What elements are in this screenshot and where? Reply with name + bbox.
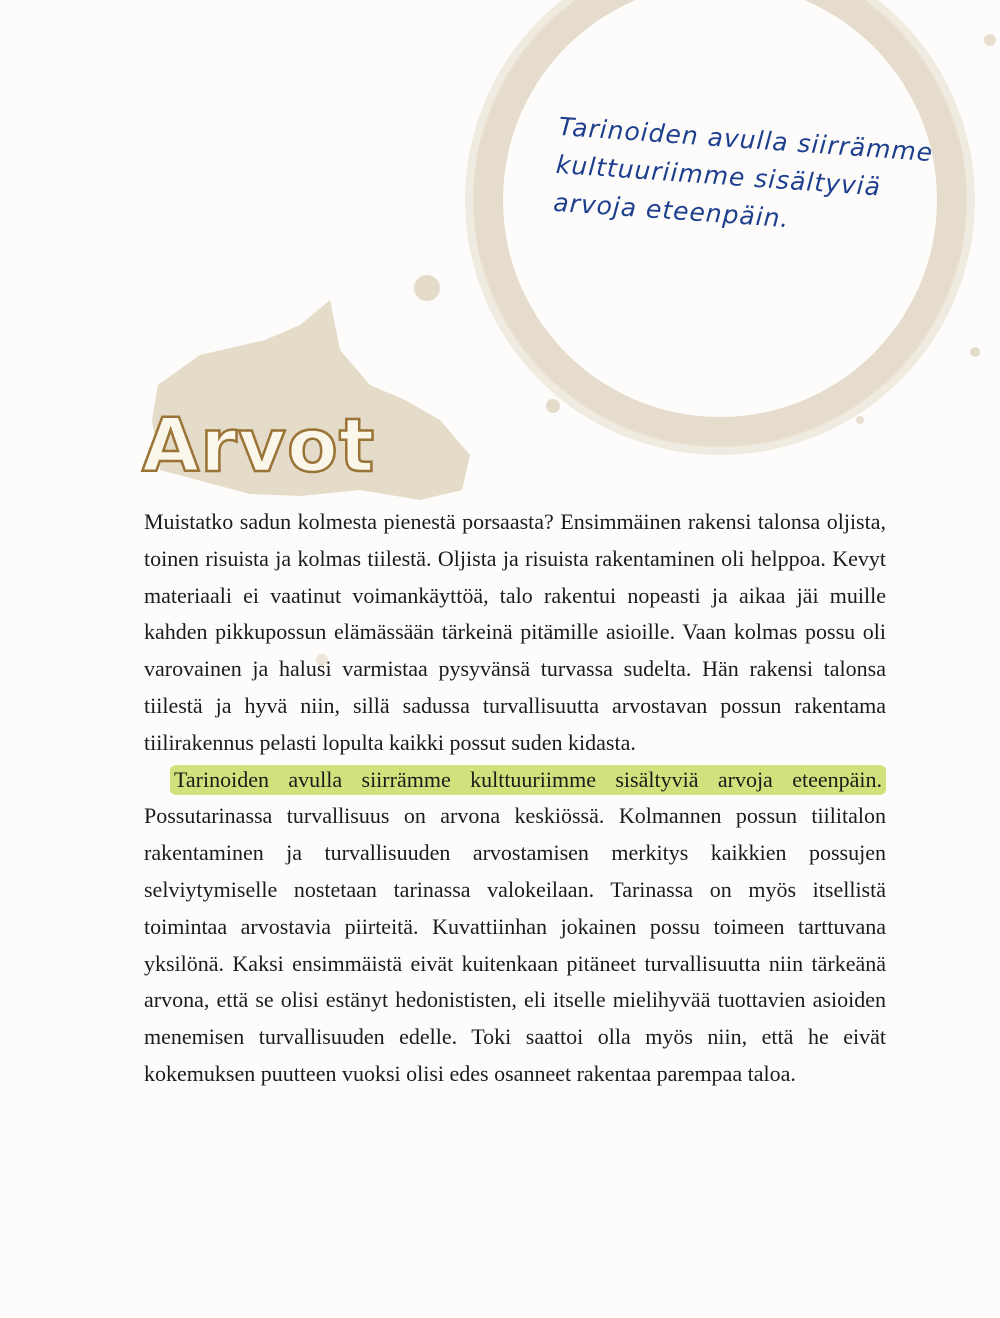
paragraph-2 (144, 762, 886, 1093)
highlighted-sentence: Tarinoiden avulla siirrämme kulttuuriimme sisältyviä arvoja eteenpäin. (170, 765, 886, 795)
paragraph-2-text: Possutarinassa turvallisuus on arvona keskiössä. Kolmannen possun tiilitalon rakentaminen ja turvallisuuden arvostamisen merkitys kaikkien possujen selviytymiselle nostetaan tarinassa valokeilaan. Tarinassa on myös itsellistä toimintaa arvostavia piirteitä. Kuvattiinhan jokainen possu toimeen tarttuvana yksilönä. Kaksi ensimmäistä eivät kuitenkaan pitäneet turvallisuutta niin tärkeänä arvona, että se olisi estänyt hedonististen, eli itselle mielihyvää tuottavien asioiden menemisen turvallisuuden edelle. Toki saattoi olla myös niin, että he eivät kokemuksen puutteen vuoksi olisi edes osanneet rakentaa parempaa taloa. (144, 803, 886, 1086)
paragraph-1: Muistatko sadun kolmesta pienestä porsaasta? Ensimmäinen rakensi talonsa oljista, toinen risuista ja kolmas tiilestä. Oljista ja risuista rakentaminen oli helppoa. Kevyt materiaali ei vaatinut voimankäyttöä, talo rakentui nopeasti ja aikaa jäi muille kahden pikkupossun elämässään tärkeinä pitämille asioille. Vaan kolmas possu oli varovainen ja halusi varmistaa pysyvänsä turvassa sudelta. Hän rakensi talonsa tiilestä ja hyvä niin, sillä sadussa turvallisuutta arvostavan possun rakentama tiilirakennus pelasti lopulta kaikki possut suden kidasta. (144, 509, 886, 755)
section-title: Arvot (142, 398, 375, 494)
body-text (144, 504, 886, 1093)
pull-quote: Tarinoiden avulla siirrämme kulttuuriimme sisältyviä arvoja eteenpäin. (552, 111, 935, 234)
